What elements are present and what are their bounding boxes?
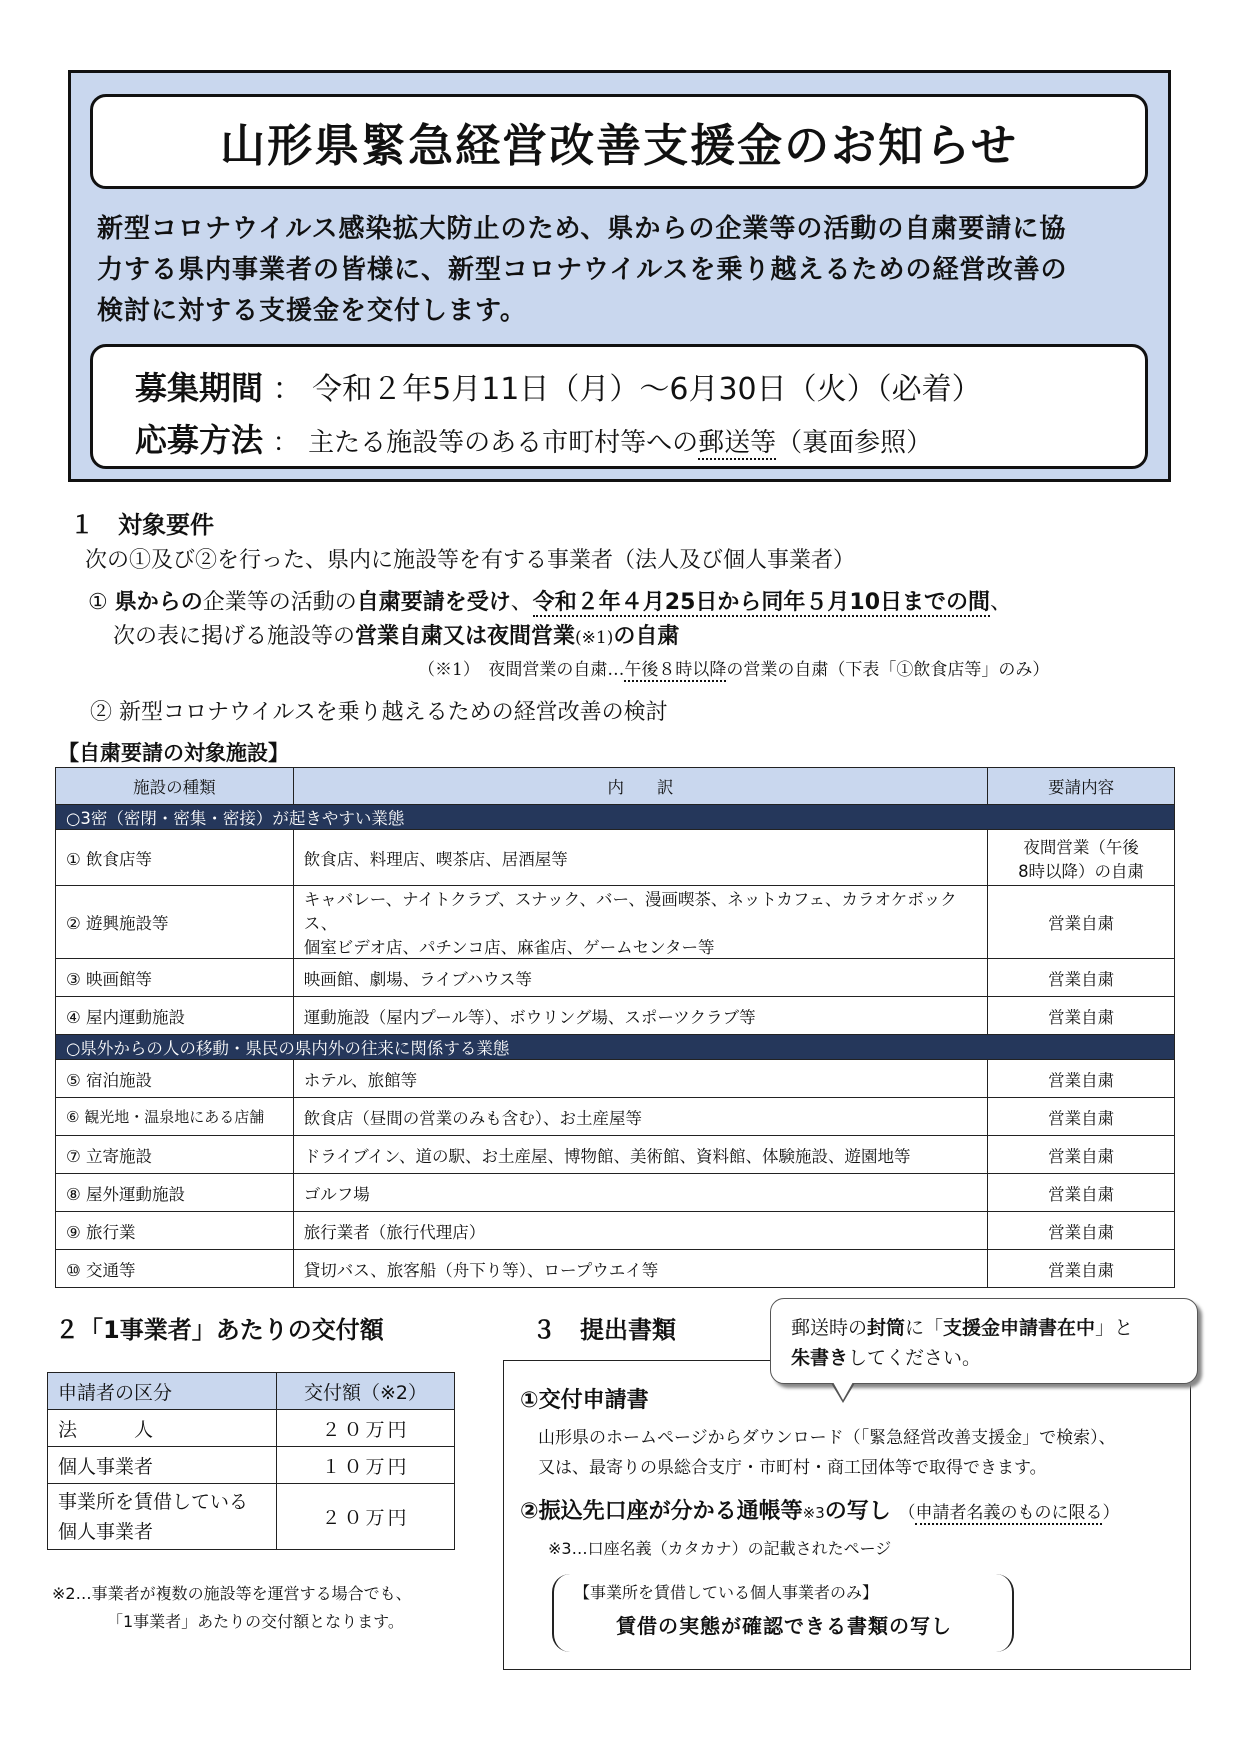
table-row <box>56 886 1175 959</box>
intro-line: 検討に対する支援金を交付します。 <box>97 296 527 326</box>
period-row <box>135 363 982 409</box>
callout-text: に「 <box>905 1317 944 1339</box>
detail-line: 個室ビデオ店、パチンコ店、麻雀店、ゲームセンター等 <box>303 938 715 957</box>
table-header-row <box>56 768 1175 805</box>
section1-item1 <box>88 585 1012 616</box>
facility-type: ④ 屋内運動施設 <box>56 997 294 1035</box>
applicant-kind: 個人事業者 <box>48 1447 277 1484</box>
item1-text: 企業等の活動の <box>202 590 357 615</box>
facility-detail: ドライブイン、道の駅、お土産屋、博物館、美術館、資料館、体験施設、遊園地等 <box>293 1136 987 1174</box>
doc2-text: （ <box>898 1503 916 1523</box>
facility-type: ⑥ 観光地・温泉地にある店舗 <box>56 1098 294 1136</box>
method-value: 主たる施設等のある市町村等への <box>308 428 699 458</box>
doc1-text: 又は、最寄りの県総合支庁・市町村・商工団体等で取得できます。 <box>538 1458 1047 1478</box>
facility-detail: 運動施設（屋内プール等）、ボウリング場、スポーツクラブ等 <box>293 997 987 1035</box>
request-content: 営業自粛 <box>988 1212 1175 1250</box>
request-content: 営業自粛 <box>988 1174 1175 1212</box>
request-content <box>988 830 1175 886</box>
amount-row <box>48 1447 455 1484</box>
section1-heading: １ 対象要件 <box>70 511 214 539</box>
intro-line: 新型コロナウイルス感染拡大防止のため、県からの企業等の活動の自粛要請に協 <box>97 214 1067 244</box>
item1-text: 自粛要請を受け <box>356 590 511 615</box>
callout-line <box>791 1343 1177 1373</box>
facility-detail: ホテル、旅館等 <box>293 1060 987 1098</box>
table-row <box>56 1174 1175 1212</box>
facility-type: ① 飲食店等 <box>56 830 294 886</box>
bracket-text: 賃借の実態が確認できる書類の写し <box>616 1614 952 1638</box>
category-row <box>56 805 1175 830</box>
amount-header-row <box>48 1373 455 1410</box>
item1-period: 令和２年４月25日から同年５月10日までの間 <box>532 590 991 615</box>
intro-line: 力する県内事業者の皆様に、新型コロナウイルスを乗り越えるための経営改善の <box>97 255 1068 285</box>
col-header: 内 訳 <box>293 768 987 805</box>
amount-value: ２０万円 <box>277 1484 455 1550</box>
facility-type: ⑤ 宿泊施設 <box>56 1060 294 1098</box>
doc2-note: ※3…口座名義（カタカナ）の記載されたページ <box>548 1539 892 1558</box>
method-sep: ： <box>272 428 299 458</box>
request-content: 営業自粛 <box>988 997 1175 1035</box>
kind-line: 個人事業者 <box>58 1520 154 1543</box>
doc2-note-ref: ※3 <box>802 1504 825 1522</box>
facility-detail: ゴルフ場 <box>293 1174 987 1212</box>
mailing-callout <box>770 1298 1198 1384</box>
item1-text: 営業自粛又は夜間営業 <box>355 624 576 649</box>
request-content: 営業自粛 <box>988 886 1175 959</box>
callout-text: 」と <box>1095 1317 1134 1339</box>
doc2-heading <box>520 1494 1119 1525</box>
callout-text: 支援金申請書在中 <box>943 1317 1096 1339</box>
facility-detail: 貸切バス、旅客船（舟下り等）、ロープウエイ等 <box>293 1250 987 1288</box>
facility-table <box>55 767 1175 1288</box>
period-label: 募集期間 <box>135 369 264 407</box>
intro-text <box>97 209 1157 332</box>
request-content: 営業自粛 <box>988 1136 1175 1174</box>
page-title: 山形県緊急経営改善支援金のお知らせ <box>220 119 1018 172</box>
col-header: 要請内容 <box>988 768 1175 805</box>
facility-detail: 飲食店（昼間の営業のみも含む）、お土産屋等 <box>293 1098 987 1136</box>
request-line: 8時以降）の自粛 <box>1018 861 1145 881</box>
callout-line <box>791 1313 1177 1343</box>
table-caption: 【自粛要請の対象施設】 <box>58 741 289 765</box>
rental-bracket <box>552 1574 1014 1652</box>
facility-detail: 飲食店、料理店、喫茶店、居酒屋等 <box>293 830 987 886</box>
method-label: 応募方法 <box>135 421 264 459</box>
table-row <box>56 1098 1175 1136</box>
facility-type: ② 遊興施設等 <box>56 886 294 959</box>
doc2-text: の写し <box>824 1499 891 1524</box>
doc2-text: 申請者名義のものに限る <box>915 1503 1103 1523</box>
note2-line: 「1事業者」あたりの交付額となります。 <box>107 1612 404 1631</box>
documents-box <box>503 1360 1191 1670</box>
bracket-label: 【事業所を賃借している個人事業者のみ】 <box>574 1583 879 1602</box>
title-box <box>90 94 1148 189</box>
doc2-text: ） <box>1102 1503 1120 1523</box>
header-panel <box>68 70 1171 482</box>
request-content: 営業自粛 <box>988 1060 1175 1098</box>
callout-text: 朱書き <box>791 1347 849 1369</box>
category-label: ○3密（密閉・密集・密接）が起きやすい業態 <box>56 805 1175 830</box>
facility-type: ⑩ 交通等 <box>56 1250 294 1288</box>
table-row <box>56 1250 1175 1288</box>
item1-note-ref: (※1) <box>575 628 614 648</box>
doc1-heading: ①交付申請書 <box>520 1388 649 1413</box>
callout-tail-fill <box>833 1382 853 1400</box>
facility-type: ⑦ 立寄施設 <box>56 1136 294 1174</box>
note1 <box>418 655 1049 680</box>
facility-detail: 映画館、劇場、ライブハウス等 <box>293 959 987 997</box>
section1-item2: ② 新型コロナウイルスを乗り越えるための経営改善の検討 <box>90 700 668 725</box>
col-header: 申請者の区分 <box>48 1373 277 1410</box>
facility-type: ⑧ 屋外運動施設 <box>56 1174 294 1212</box>
amount-table <box>47 1372 455 1550</box>
note2 <box>52 1580 412 1636</box>
section2-heading: ２「1事業者」あたりの交付額 <box>55 1316 384 1344</box>
table-row <box>56 1136 1175 1174</box>
item1-text: の自粛 <box>613 624 680 649</box>
facility-type: ③ 映画館等 <box>56 959 294 997</box>
item1-text: 、 <box>510 590 533 615</box>
request-line: 夜間営業（午後 <box>1023 837 1139 857</box>
applicant-kind <box>48 1484 277 1550</box>
col-header: 施設の種類 <box>56 768 294 805</box>
item1-text: 、 <box>990 590 1013 615</box>
callout-text: してください。 <box>848 1347 982 1369</box>
callout-text: 郵送時の <box>791 1317 868 1339</box>
table-row <box>56 830 1175 886</box>
section3-heading: ３ 提出書類 <box>532 1316 676 1344</box>
section1-lead: 次の①及び②を行った、県内に施設等を有する事業者（法人及び個人事業者） <box>85 548 856 573</box>
kind-line: 事業所を賃借している <box>58 1490 249 1513</box>
request-content: 営業自粛 <box>988 1098 1175 1136</box>
category-label: ○県外からの人の移動・県民の県内外の往来に関係する業態 <box>56 1035 1175 1060</box>
item1-num: ① <box>88 590 108 615</box>
period-box <box>90 344 1148 469</box>
table-row <box>56 1060 1175 1098</box>
col-header: 交付額（※2） <box>277 1373 455 1410</box>
doc2-text: ②振込先口座が分かる通帳等 <box>520 1499 803 1524</box>
method-ref: （裏面参照） <box>776 428 933 458</box>
callout-text: 封筒 <box>867 1317 906 1339</box>
facility-type: ⑨ 旅行業 <box>56 1212 294 1250</box>
note2-line: ※2…事業者が複数の施設等を運営する場合でも、 <box>52 1584 412 1603</box>
detail-line: キャバレー、ナイトクラブ、スナック、バー、漫画喫茶、ネットカフェ、カラオケボックス、 <box>303 890 957 933</box>
table-row <box>56 1212 1175 1250</box>
amount-value: １０万円 <box>277 1447 455 1484</box>
facility-detail <box>293 886 987 959</box>
period-value: 令和２年5月11日（月）～6月30日（火）（必着） <box>312 372 982 407</box>
section1-item1-line2 <box>113 619 679 650</box>
request-content: 営業自粛 <box>988 959 1175 997</box>
doc1-text: 山形県のホームページからダウンロード（「緊急経営改善支援金」で検索）、 <box>538 1428 1116 1448</box>
table-row <box>56 997 1175 1035</box>
applicant-kind: 法 人 <box>48 1410 277 1447</box>
table-row <box>56 959 1175 997</box>
period-sep: ： <box>272 372 303 407</box>
category-row <box>56 1035 1175 1060</box>
note1-text: 午後８時以降 <box>624 660 727 680</box>
method-post: 郵送等 <box>698 428 777 458</box>
note1-text: の営業の自粛（下表「①飲食店等」のみ） <box>726 660 1050 680</box>
amount-row <box>48 1484 455 1550</box>
request-content: 営業自粛 <box>988 1250 1175 1288</box>
item1-text: 県からの <box>114 590 203 615</box>
amount-row <box>48 1410 455 1447</box>
note1-text: （※1） 夜間営業の自粛… <box>418 660 625 680</box>
item1-text: 次の表に掲げる施設等の <box>113 624 356 649</box>
method-row <box>135 415 932 461</box>
amount-value: ２０万円 <box>277 1410 455 1447</box>
facility-detail: 旅行業者（旅行代理店） <box>293 1212 987 1250</box>
